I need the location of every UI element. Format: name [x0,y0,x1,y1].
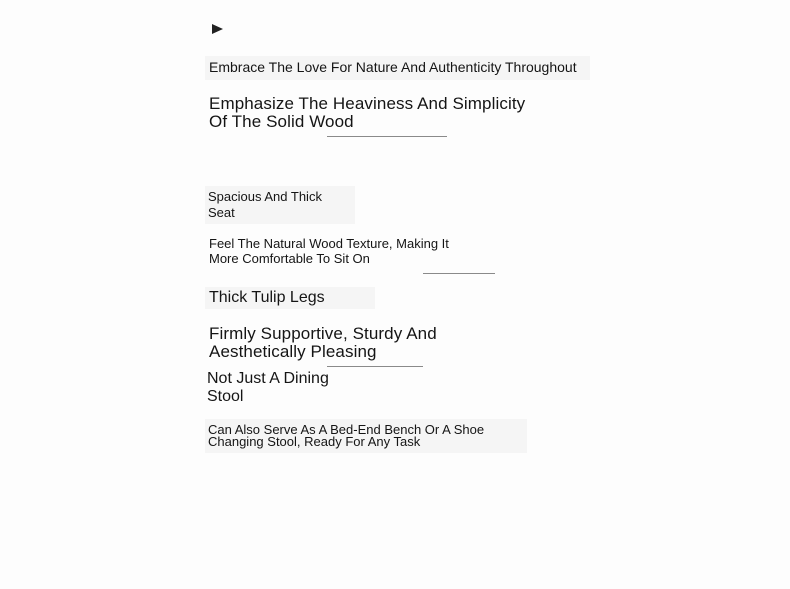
divider-line [423,273,495,274]
feature-heading-6: Firmly Supportive, Sturdy And Aesthetically Pleasing [209,324,437,361]
feature-heading-1: Embrace The Love For Nature And Authenticity Throughout [209,59,577,75]
feature-heading-8: Can Also Serve As A Bed-End Bench Or A Shoe Changing Stool, Ready For Any Task [208,422,485,449]
feature-heading-2: Emphasize The Heaviness And Simplicity Of The Solid Wood [209,94,526,131]
divider-line [327,136,447,137]
feature-heading-5: Thick Tulip Legs [209,289,325,306]
divider-line [327,366,423,367]
feature-heading-7: Not Just A Dining Stool [207,370,329,405]
play-icon[interactable] [212,24,223,34]
feature-heading-3: Spacious And Thick Seat [208,189,322,220]
feature-heading-4: Feel The Natural Wood Texture, Making It More Comfortable To Sit On [209,236,449,266]
